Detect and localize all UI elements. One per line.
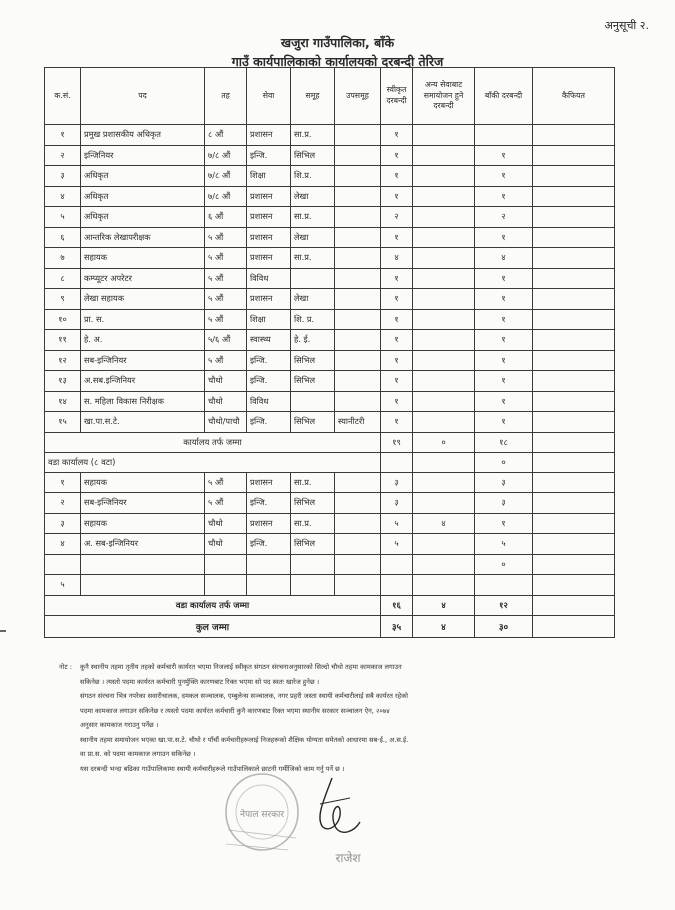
cell-adjusted: [413, 309, 475, 330]
cell-group: हे. ई.: [291, 330, 335, 351]
table-row: [45, 227, 615, 248]
cell-serial: २: [45, 493, 81, 514]
cell-serial: ८: [45, 268, 81, 289]
signature-name: राजेश: [335, 851, 361, 865]
note-line: सकिनेछ । त्यस्तो पदमा कार्यरत कर्मचारी पुनर्मुक्ति कारणबाट रिक्त भएमा सो पद स्वतः खारेज हुनेछ ।: [80, 677, 320, 686]
cell-adjusted: [413, 166, 475, 187]
cell-serial: [45, 554, 81, 575]
cell-service: [247, 554, 291, 575]
margin-mark: [0, 628, 8, 634]
cell-group: लेखा: [291, 186, 335, 207]
cell-adjusted: [413, 145, 475, 166]
cell-remaining: १: [475, 227, 533, 248]
cell-subgroup: [335, 330, 381, 351]
cell-post: सहायक: [81, 248, 205, 269]
col-header: क.सं.: [45, 68, 81, 125]
col-header: बाँकी दरबन्दी: [475, 68, 533, 125]
cell-approved: १: [381, 125, 413, 146]
ward-table-row: [45, 472, 615, 493]
cell-post: [81, 554, 205, 575]
cell-remaining: ५: [475, 534, 533, 555]
cell-service: प्रशासन: [247, 289, 291, 310]
ward-total-row: [45, 595, 615, 615]
table-row: [45, 186, 615, 207]
cell-adjusted: ४: [413, 513, 475, 534]
cell-adjusted: [413, 248, 475, 269]
cell-remarks: [533, 207, 615, 228]
cell-subgroup: [335, 125, 381, 146]
cell-group: सा.प्र.: [291, 513, 335, 534]
cell-group: सा.प्र.: [291, 248, 335, 269]
cell-group: सिभिल: [291, 145, 335, 166]
cell-adjusted: [413, 534, 475, 555]
cell-post: सब-इन्जिनियर: [81, 493, 205, 514]
office-total-approved: १९: [381, 432, 413, 452]
cell-subgroup: [335, 248, 381, 269]
cell-subgroup: [335, 186, 381, 207]
ward-total-approved: १६: [381, 595, 413, 615]
cell-serial: १०: [45, 309, 81, 330]
cell-approved: ५: [381, 513, 413, 534]
col-header: कैफियत: [533, 68, 615, 125]
cell-adjusted: [413, 371, 475, 392]
cell-level: ५ औं: [205, 309, 247, 330]
cell-service: प्रशासन: [247, 207, 291, 228]
cell-adjusted: [413, 207, 475, 228]
table-row: [45, 248, 615, 269]
table-row: [45, 207, 615, 228]
table-row: [45, 145, 615, 166]
cell-post: लेखा सहायक: [81, 289, 205, 310]
cell-remarks: [533, 289, 615, 310]
staffing-table: [44, 67, 615, 638]
cell-service: विविध: [247, 391, 291, 412]
ward-table-row: [45, 554, 615, 575]
note-line: पदमा कामकाज लगाउन सकिनेछ र त्यस्तो पदमा कार्यरत कर्मचारी कुनै कारणबाट रिक्त भएमा स्थानीय सरकार सञ्चालन ऐन, २०७४: [80, 706, 390, 715]
cell-remaining: ३: [475, 472, 533, 493]
cell-remarks: [533, 268, 615, 289]
cell-remaining: ०: [475, 554, 533, 575]
cell-post: सब-इन्जिनियर: [81, 350, 205, 371]
cell-subgroup: [335, 289, 381, 310]
cell-post: इन्जिनियर: [81, 145, 205, 166]
cell-remarks: [533, 513, 615, 534]
cell-serial: ३: [45, 513, 81, 534]
cell-adjusted: [413, 186, 475, 207]
cell-serial: ५: [45, 575, 81, 596]
cell-remaining: १: [475, 371, 533, 392]
office-total-remaining: १८: [475, 432, 533, 452]
cell-serial: १३: [45, 371, 81, 392]
cell-approved: १: [381, 309, 413, 330]
stamp-text: नेपाल सरकार: [239, 810, 285, 820]
cell-service: स्वास्थ्य: [247, 330, 291, 351]
cell-group: सिभिल: [291, 412, 335, 433]
cell-serial: ११: [45, 330, 81, 351]
cell-remarks: [533, 145, 615, 166]
cell-serial: ३: [45, 166, 81, 187]
cell-remarks: [533, 330, 615, 351]
cell-subgroup: [335, 166, 381, 187]
cell-post: सहायक: [81, 513, 205, 534]
cell-service: प्रशासन: [247, 472, 291, 493]
table-row: [45, 309, 615, 330]
cell-post: आन्तरिक लेखापरीक्षक: [81, 227, 205, 248]
cell-approved: १: [381, 145, 413, 166]
cell-serial: ४: [45, 186, 81, 207]
cell-serial: १५: [45, 412, 81, 433]
cell-remaining: १: [475, 289, 533, 310]
cell-remaining: १: [475, 268, 533, 289]
cell-adjusted: [413, 575, 475, 596]
cell-remarks: [533, 350, 615, 371]
col-header: पद: [81, 68, 205, 125]
signature: [302, 770, 382, 870]
cell-adjusted: [413, 554, 475, 575]
cell-post: खा.पा.स.टे.: [81, 412, 205, 433]
cell-level: चौथो: [205, 371, 247, 392]
cell-group: [291, 575, 335, 596]
cell-level: चौथो/पाचौ: [205, 412, 247, 433]
ward-table-row: [45, 534, 615, 555]
cell-post: कम्प्यूटर अपरेटर: [81, 268, 205, 289]
cell-level: ७/८ औं: [205, 186, 247, 207]
cell-serial: १४: [45, 391, 81, 412]
cell-service: इन्जि.: [247, 493, 291, 514]
cell-subgroup: [335, 309, 381, 330]
ward-total-label: वडा कार्यालय तर्फ जम्मा: [45, 595, 381, 615]
cell-approved: १: [381, 166, 413, 187]
cell-post: अ.सब.इन्जिनियर: [81, 371, 205, 392]
cell-post: [81, 575, 205, 596]
ward-heading-remaining: ०: [475, 452, 533, 472]
cell-remaining: १: [475, 391, 533, 412]
table-row: [45, 391, 615, 412]
table-row: [45, 268, 615, 289]
col-header: अन्य सेवाबाट समायोजन हुने दरबन्दी: [413, 68, 475, 125]
cell-service: शिक्षा: [247, 309, 291, 330]
cell-post: अधिकृत: [81, 207, 205, 228]
cell-remarks: [533, 391, 615, 412]
cell-service: प्रशासन: [247, 513, 291, 534]
ward-total-remaining: १२: [475, 595, 533, 615]
ward-table-row: [45, 513, 615, 534]
cell-group: सिभिल: [291, 350, 335, 371]
cell-group: सिभिल: [291, 371, 335, 392]
cell-serial: २: [45, 145, 81, 166]
cell-remaining: १: [475, 412, 533, 433]
cell-group: सा.प्र.: [291, 125, 335, 146]
cell-remarks: [533, 534, 615, 555]
cell-post: प्रा. स.: [81, 309, 205, 330]
cell-service: [247, 575, 291, 596]
col-header: सेवा: [247, 68, 291, 125]
cell-remaining: १: [475, 166, 533, 187]
cell-post: स. महिला विकास निरीक्षक: [81, 391, 205, 412]
cell-group: [291, 554, 335, 575]
cell-approved: १: [381, 371, 413, 392]
cell-service: विविध: [247, 268, 291, 289]
cell-group: लेखा: [291, 227, 335, 248]
cell-approved: ४: [381, 248, 413, 269]
cell-adjusted: [413, 330, 475, 351]
cell-serial: ९: [45, 289, 81, 310]
cell-serial: ६: [45, 227, 81, 248]
cell-approved: १: [381, 268, 413, 289]
cell-level: ५ औं: [205, 289, 247, 310]
cell-remaining: १: [475, 186, 533, 207]
cell-service: इन्जि.: [247, 534, 291, 555]
cell-service: इन्जि.: [247, 412, 291, 433]
cell-level: [205, 554, 247, 575]
cell-service: इन्जि.: [247, 145, 291, 166]
cell-group: सिभिल: [291, 493, 335, 514]
cell-level: ७/८ औं: [205, 166, 247, 187]
cell-level: चौथो: [205, 534, 247, 555]
cell-service: प्रशासन: [247, 186, 291, 207]
cell-subgroup: [335, 554, 381, 575]
cell-post: हे. अ.: [81, 330, 205, 351]
cell-group: सिभिल: [291, 534, 335, 555]
cell-remaining: ३: [475, 493, 533, 514]
table-row: [45, 350, 615, 371]
grand-total-row: [45, 615, 615, 637]
cell-approved: ३: [381, 472, 413, 493]
note-lead: नोट :: [59, 663, 73, 671]
cell-subgroup: [335, 575, 381, 596]
cell-subgroup: [335, 227, 381, 248]
cell-remarks: [533, 493, 615, 514]
cell-adjusted: [413, 493, 475, 514]
cell-remarks: [533, 227, 615, 248]
note-line: स्थानीय तहमा समायोजन भएका खा.पा.स.टे. चौथो र पाँचौं कर्मचारीहरूलाई निजहरूको शैक्षिक योग्यता समेतको आधारमा सब-ई., अ.स.ई.: [80, 735, 409, 744]
cell-service: इन्जि.: [247, 350, 291, 371]
note-line: यस दरबन्दी भन्दा बढिका गाउँपालिकामा स्थायी कर्मचारीहरूले गाउँपालिकाले छाटनी गर्मीजिको काम गर्नु पर्ने छ ।: [80, 764, 345, 773]
grand-total-approved: ३५: [381, 615, 413, 637]
cell-remaining: ४: [475, 248, 533, 269]
cell-serial: ७: [45, 248, 81, 269]
cell-post: प्रमुख प्रशासकीय अधिकृत: [81, 125, 205, 146]
cell-group: [291, 268, 335, 289]
office-stamp: [218, 768, 308, 864]
cell-subgroup: [335, 472, 381, 493]
cell-subgroup: [335, 268, 381, 289]
cell-remaining: २: [475, 207, 533, 228]
cell-level: [205, 575, 247, 596]
cell-group: शि.प्र.: [291, 166, 335, 187]
grand-total-remaining: ३०: [475, 615, 533, 637]
cell-approved: २: [381, 207, 413, 228]
page-title: खजुरा गाउँपालिका, बाँके: [280, 35, 395, 50]
ward-table-row: [45, 493, 615, 514]
cell-group: [291, 391, 335, 412]
ward-rows: [45, 472, 615, 595]
cell-remarks: [533, 472, 615, 493]
office-rows: [45, 125, 615, 433]
cell-subgroup: [335, 493, 381, 514]
cell-subgroup: [335, 534, 381, 555]
table-row: [45, 289, 615, 310]
cell-serial: १२: [45, 350, 81, 371]
table-row: [45, 371, 615, 392]
note-line: कुनै स्थानीय तहमा तृतीय तहको कर्मचारी कार्यरत भएमा निजलाई स्वीकृत संगठन संरचनाअनुसारको सिल्दो चौथो तहमा कामकाज लगाउन: [80, 663, 402, 671]
cell-group: सा.प्र.: [291, 472, 335, 493]
cell-level: चौथो: [205, 513, 247, 534]
table-header-row: [45, 68, 615, 125]
cell-level: ५ औं: [205, 268, 247, 289]
grand-total-label: कुल जम्मा: [45, 615, 381, 637]
cell-service: प्रशासन: [247, 227, 291, 248]
cell-remaining: १: [475, 350, 533, 371]
cell-adjusted: [413, 391, 475, 412]
ward-table-row: [45, 575, 615, 596]
cell-serial: १: [45, 125, 81, 146]
col-header: समूह: [291, 68, 335, 125]
cell-remaining: १: [475, 309, 533, 330]
cell-remarks: [533, 309, 615, 330]
cell-level: ५/६ औं: [205, 330, 247, 351]
cell-level: ६ औं: [205, 207, 247, 228]
cell-approved: [381, 554, 413, 575]
cell-group: शि. प्र.: [291, 309, 335, 330]
cell-subgroup: स्यानीटरी: [335, 412, 381, 433]
cell-remaining: [475, 125, 533, 146]
cell-level: ५ औं: [205, 248, 247, 269]
table-row: [45, 166, 615, 187]
cell-remarks: [533, 554, 615, 575]
office-total-row: [45, 432, 615, 452]
cell-service: इन्जि.: [247, 371, 291, 392]
cell-service: प्रशासन: [247, 125, 291, 146]
grand-total-adjusted: ४: [413, 615, 475, 637]
cell-subgroup: [335, 513, 381, 534]
cell-serial: १: [45, 472, 81, 493]
cell-adjusted: [413, 472, 475, 493]
cell-approved: १: [381, 391, 413, 412]
cell-level: चौथो: [205, 391, 247, 412]
cell-adjusted: [413, 227, 475, 248]
cell-remarks: [533, 186, 615, 207]
cell-remarks: [533, 412, 615, 433]
col-header: तह: [205, 68, 247, 125]
cell-adjusted: [413, 125, 475, 146]
ward-heading: वडा कार्यालय (८ वटा): [45, 452, 381, 472]
cell-service: शिक्षा: [247, 166, 291, 187]
table-row: [45, 125, 615, 146]
note-line: अनुसार कामकाज गराउनु पर्नेछ ।: [80, 721, 159, 729]
cell-remaining: १: [475, 330, 533, 351]
cell-subgroup: [335, 391, 381, 412]
cell-approved: [381, 575, 413, 596]
cell-approved: १: [381, 412, 413, 433]
note-line: वा प्रा.स. को पदमा कामकाज लगाउन सकिनेछ ।: [80, 750, 196, 758]
cell-approved: १: [381, 330, 413, 351]
cell-approved: १: [381, 350, 413, 371]
cell-subgroup: [335, 350, 381, 371]
cell-remaining: १: [475, 145, 533, 166]
cell-remarks: [533, 166, 615, 187]
cell-approved: १: [381, 227, 413, 248]
annex-label: अनुसूची २.: [604, 19, 649, 32]
table-row: [45, 412, 615, 433]
cell-remarks: [533, 371, 615, 392]
cell-approved: १: [381, 186, 413, 207]
note-line: संगठन संरचना भित्र नपरेका सवारीचालक, दमकल सञ्चालक, एम्बुलेन्स सञ्चालक, नगर प्रहरी जस्ता स्थायी कर्मचारीलाई सबै कार्यरत रहेको: [80, 692, 408, 700]
cell-level: ७/८ औं: [205, 145, 247, 166]
ward-total-adjusted: ४: [413, 595, 475, 615]
cell-subgroup: [335, 371, 381, 392]
table-row: [45, 330, 615, 351]
cell-post: अ. सब-इन्जिनियर: [81, 534, 205, 555]
cell-level: ८ औं: [205, 125, 247, 146]
cell-group: लेखा: [291, 289, 335, 310]
cell-remaining: [475, 575, 533, 596]
cell-post: अधिकृत: [81, 186, 205, 207]
cell-service: प्रशासन: [247, 248, 291, 269]
office-total-adjusted: ०: [413, 432, 475, 452]
cell-remarks: [533, 575, 615, 596]
cell-approved: ५: [381, 534, 413, 555]
cell-subgroup: [335, 145, 381, 166]
cell-adjusted: [413, 412, 475, 433]
col-header: स्वीकृत दरबन्दी: [381, 68, 413, 125]
cell-level: ५ औं: [205, 493, 247, 514]
cell-adjusted: [413, 268, 475, 289]
page-subtitle: गाउँ कार्यपालिकाको कार्यालयको दरबन्दी तेरिज: [231, 54, 444, 69]
cell-subgroup: [335, 207, 381, 228]
cell-remaining: १: [475, 513, 533, 534]
cell-remarks: [533, 125, 615, 146]
cell-serial: ५: [45, 207, 81, 228]
cell-level: ५ औं: [205, 227, 247, 248]
cell-adjusted: [413, 350, 475, 371]
cell-approved: १: [381, 289, 413, 310]
cell-serial: ४: [45, 534, 81, 555]
notes-block: [59, 660, 585, 776]
col-header: उपसमूह: [335, 68, 381, 125]
cell-remarks: [533, 248, 615, 269]
cell-level: ५ औं: [205, 472, 247, 493]
ward-heading-row: [45, 452, 615, 472]
cell-approved: ३: [381, 493, 413, 514]
cell-group: सा.प्र.: [291, 207, 335, 228]
cell-adjusted: [413, 289, 475, 310]
cell-post: अधिकृत: [81, 166, 205, 187]
cell-level: ५ औं: [205, 350, 247, 371]
office-total-label: कार्यालय तर्फ जम्मा: [45, 432, 381, 452]
cell-post: सहायक: [81, 472, 205, 493]
